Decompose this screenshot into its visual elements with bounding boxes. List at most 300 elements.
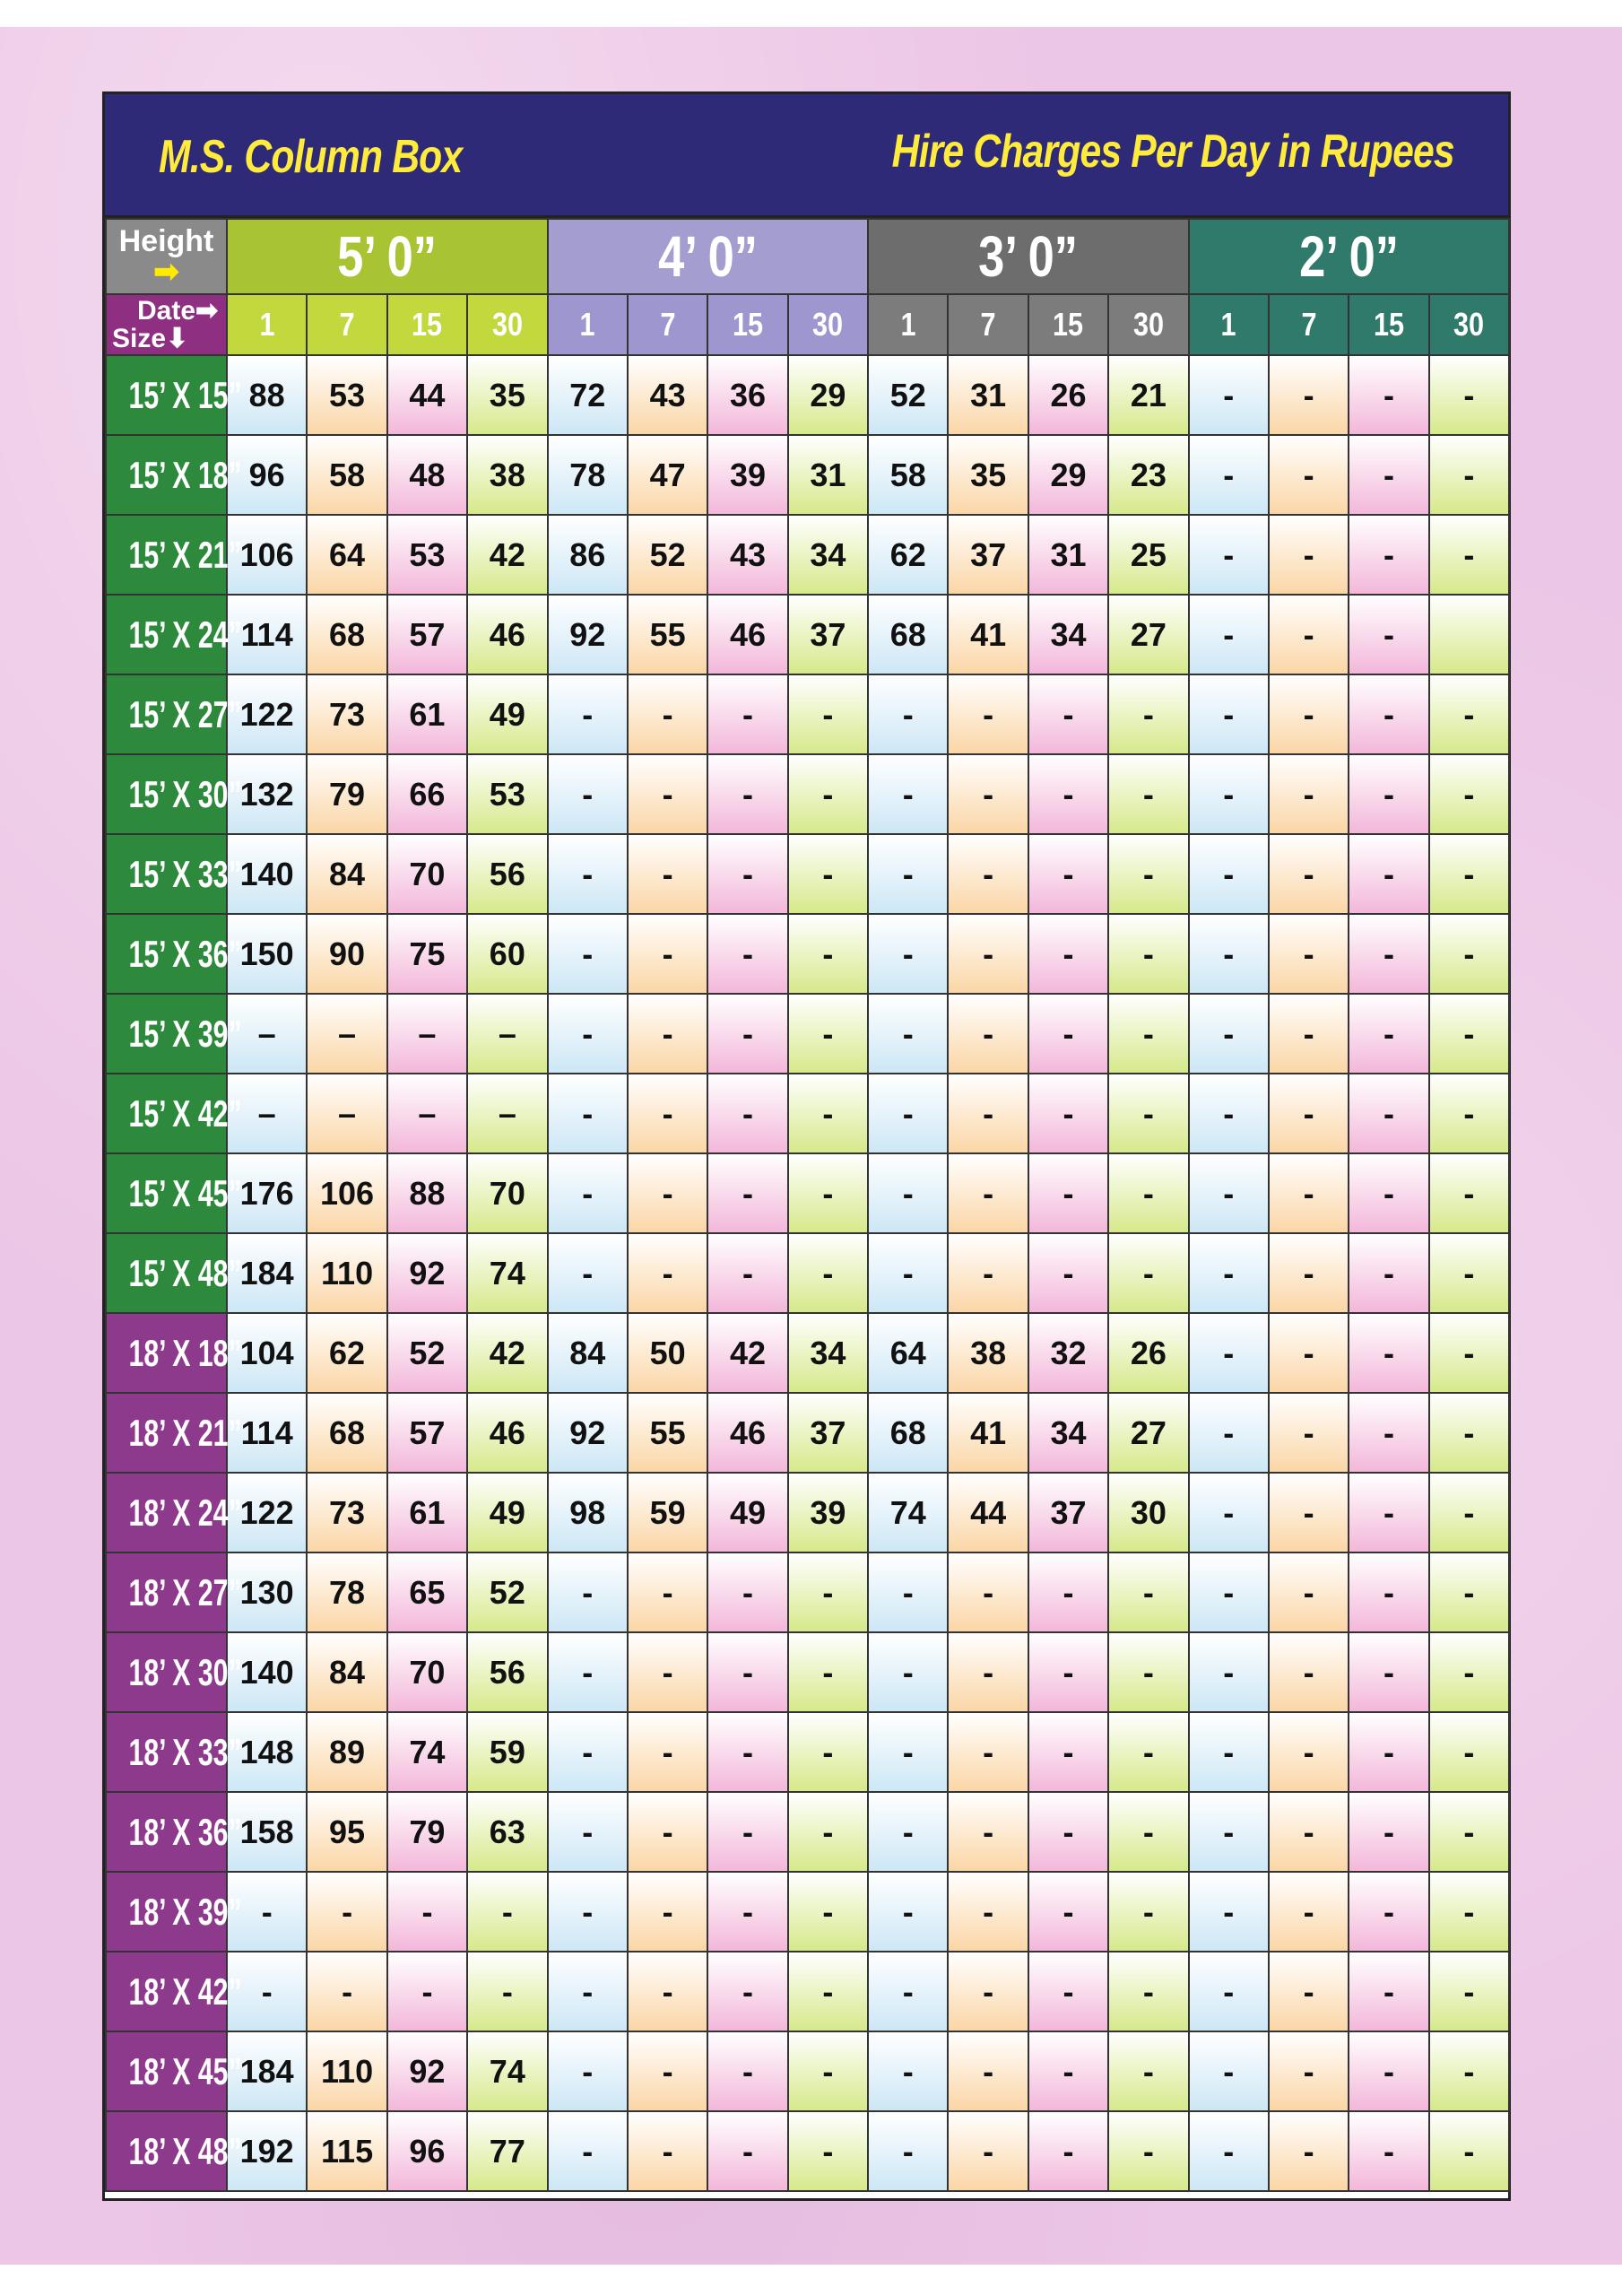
- rate-cell: -: [628, 1792, 707, 1872]
- size-label-cell: [106, 1153, 242, 1233]
- rate-cell: -: [1429, 2111, 1509, 2191]
- rate-cell: -: [1028, 754, 1108, 834]
- table-row: [106, 1393, 1509, 1473]
- rate-cell: 49: [467, 674, 547, 754]
- size-label: 18’ X 18”: [128, 1331, 242, 1374]
- rate-cell: -: [788, 1792, 868, 1872]
- rate-cell: -: [1028, 674, 1108, 754]
- table-row: [106, 2111, 1509, 2191]
- size-label-cell: [106, 1233, 242, 1313]
- days-header: 7: [1269, 294, 1349, 355]
- rate-cell: 77: [467, 2111, 547, 2191]
- rate-cell: 115: [307, 2111, 386, 2191]
- rate-cell: -: [1429, 1952, 1509, 2031]
- size-label-cell: [106, 1712, 242, 1792]
- rate-cell: 140: [227, 834, 307, 914]
- size-label: 18’ X 21”: [128, 1411, 242, 1454]
- rate-cell: 58: [868, 435, 948, 515]
- rate-cell: -: [548, 914, 628, 994]
- rate-cell: -: [1349, 1473, 1428, 1552]
- days-header: 7: [307, 294, 386, 355]
- rate-cell: -: [1349, 1313, 1428, 1393]
- size-label: 18’ X 33”: [128, 1730, 242, 1773]
- rate-cell: -: [227, 1872, 307, 1952]
- rate-cell: 184: [227, 1233, 307, 1313]
- rate-cell: -: [948, 1233, 1028, 1313]
- table-row: [106, 754, 1509, 834]
- rate-cell: -: [868, 994, 948, 1074]
- rate-cell: 68: [868, 1393, 948, 1473]
- rate-cell: -: [1349, 1393, 1428, 1473]
- table-row: [106, 1153, 1509, 1233]
- table-row: [106, 834, 1509, 914]
- rate-cell: -: [1349, 754, 1428, 834]
- rate-cell: 192: [227, 2111, 307, 2191]
- rate-cell: -: [548, 674, 628, 754]
- days-header: 15: [707, 294, 787, 355]
- rate-cell: 106: [227, 515, 307, 595]
- rate-cell: 73: [307, 1473, 386, 1552]
- rate-cell: -: [1108, 2031, 1188, 2111]
- rate-cell: -: [1429, 1872, 1509, 1952]
- rate-cell: 184: [227, 2031, 307, 2111]
- rate-cell: 110: [307, 2031, 386, 2111]
- rate-cell: -: [707, 754, 787, 834]
- rate-cell: 43: [707, 515, 787, 595]
- rate-cell: -: [1189, 1233, 1269, 1313]
- rate-cell: -: [868, 1233, 948, 1313]
- rate-cell: 38: [467, 435, 547, 515]
- rate-cell: 26: [1108, 1313, 1188, 1393]
- rate-cell: -: [548, 1792, 628, 1872]
- rate-cell: 41: [948, 595, 1028, 674]
- rate-cell: 110: [307, 1233, 386, 1313]
- rate-cell: -: [1269, 1393, 1349, 1473]
- rate-cell: 158: [227, 1792, 307, 1872]
- rate-cell: -: [628, 1552, 707, 1632]
- rate-cell: 39: [788, 1473, 868, 1552]
- rate-cell: -: [1028, 1712, 1108, 1792]
- rate-cell: -: [1189, 355, 1269, 435]
- rate-cell: -: [1108, 754, 1188, 834]
- rate-cell: -: [628, 1153, 707, 1233]
- rate-cell: -: [1269, 1552, 1349, 1632]
- size-label-cell: [106, 914, 242, 994]
- rate-cell: –: [307, 1074, 386, 1153]
- table-row: [106, 1792, 1509, 1872]
- rate-cell: -: [948, 994, 1028, 1074]
- rate-cell: -: [948, 914, 1028, 994]
- rate-cell: 37: [788, 1393, 868, 1473]
- rate-cell: -: [1189, 754, 1269, 834]
- rate-cell: -: [1189, 914, 1269, 994]
- rate-cell: -: [1028, 1074, 1108, 1153]
- rate-cell: -: [1349, 595, 1428, 674]
- rate-cell: -: [948, 674, 1028, 754]
- rate-cell: -: [628, 994, 707, 1074]
- rate-cell: -: [628, 2031, 707, 2111]
- height-group-2ft: 2’ 0”: [1189, 219, 1510, 294]
- rate-cell: 46: [707, 595, 787, 674]
- rate-cell: -: [548, 1552, 628, 1632]
- rate-cell: 92: [548, 595, 628, 674]
- rate-cell: 79: [387, 1792, 467, 1872]
- size-label: 15’ X 48”: [128, 1251, 242, 1294]
- rate-cell: -: [707, 2031, 787, 2111]
- rate-cell: 95: [307, 1792, 386, 1872]
- days-header: 1: [227, 294, 307, 355]
- rate-cell: -: [788, 1952, 868, 2031]
- rate-cell: 63: [467, 1792, 547, 1872]
- rate-cell: -: [707, 1872, 787, 1952]
- rate-cell: -: [1349, 355, 1428, 435]
- rate-cell: 37: [948, 515, 1028, 595]
- rate-cell: 35: [948, 435, 1028, 515]
- rate-cell: -: [948, 1074, 1028, 1153]
- rate-cell: -: [1349, 674, 1428, 754]
- size-label: 15’ X 33”: [128, 852, 242, 895]
- rate-cell: -: [1108, 834, 1188, 914]
- rate-cell: 53: [467, 754, 547, 834]
- size-label-cell: [106, 834, 242, 914]
- rate-cell: -: [467, 1952, 547, 2031]
- height-header-row: [106, 219, 1509, 294]
- rate-cell: 74: [868, 1473, 948, 1552]
- rate-cell: -: [868, 1632, 948, 1712]
- rate-cell: 49: [707, 1473, 787, 1552]
- rate-cell: 176: [227, 1153, 307, 1233]
- rate-cell: -: [1189, 2111, 1269, 2191]
- days-header: 1: [1189, 294, 1269, 355]
- rate-cell: 46: [467, 595, 547, 674]
- size-label: 15’ X 39”: [128, 1012, 242, 1055]
- size-label-cell: [106, 1632, 242, 1712]
- rate-cell: 74: [387, 1712, 467, 1792]
- rate-cell: 57: [387, 1393, 467, 1473]
- rate-cell: 42: [707, 1313, 787, 1393]
- rate-cell: 92: [548, 1393, 628, 1473]
- rate-cell: -: [1189, 1393, 1269, 1473]
- rate-cell: -: [548, 754, 628, 834]
- table-row: [106, 994, 1509, 1074]
- size-label-cell: [106, 994, 242, 1074]
- date-label: Date➡: [137, 295, 219, 326]
- rate-cell: 36: [707, 355, 787, 435]
- rate-cell: 86: [548, 515, 628, 595]
- rate-cell: 64: [307, 515, 386, 595]
- rate-cell: 64: [868, 1313, 948, 1393]
- size-label: 15’ X 42”: [128, 1091, 242, 1135]
- table-row: [106, 914, 1509, 994]
- rate-cell: -: [1349, 2031, 1428, 2111]
- rate-cell: 34: [788, 1313, 868, 1393]
- rate-cell: 56: [467, 834, 547, 914]
- rate-cell: -: [1349, 515, 1428, 595]
- rate-cell: -: [1189, 1074, 1269, 1153]
- rate-cell: -: [1028, 2031, 1108, 2111]
- rate-cell: -: [788, 1552, 868, 1632]
- size-label: 18’ X 39”: [128, 1890, 242, 1933]
- rate-cell: -: [548, 1952, 628, 2031]
- right-arrow-icon: ➡: [153, 255, 179, 289]
- rate-cell: –: [467, 1074, 547, 1153]
- size-label: 15’ X 21”: [128, 533, 242, 576]
- rate-cell: 52: [868, 355, 948, 435]
- table-row: [106, 1233, 1509, 1313]
- days-header: 30: [1429, 294, 1509, 355]
- rate-cell: -: [1028, 1952, 1108, 2031]
- rate-cell: 59: [467, 1712, 547, 1792]
- rate-cell: -: [707, 2111, 787, 2191]
- rate-cell: -: [1269, 595, 1349, 674]
- days-header: 30: [788, 294, 868, 355]
- rate-cell: 104: [227, 1313, 307, 1393]
- size-label-cell: [106, 1074, 242, 1153]
- rate-cell: -: [1269, 435, 1349, 515]
- rate-cell: 41: [948, 1393, 1028, 1473]
- rate-cell: -: [868, 914, 948, 994]
- table-row: [106, 1313, 1509, 1393]
- rate-cell: –: [227, 1074, 307, 1153]
- rate-cell: -: [1189, 595, 1269, 674]
- rate-cell: -: [1429, 834, 1509, 914]
- rate-cell: -: [1429, 1233, 1509, 1313]
- table-row: [106, 355, 1509, 435]
- table-row: [106, 1074, 1509, 1153]
- rate-cell: -: [1349, 1153, 1428, 1233]
- rate-cell: -: [1269, 2031, 1349, 2111]
- size-label-cell: [106, 2111, 242, 2191]
- rate-cell: -: [1429, 674, 1509, 754]
- height-header-cell: [106, 219, 227, 294]
- rate-cell: -: [868, 754, 948, 834]
- rate-cell: 26: [1028, 355, 1108, 435]
- table-row: [106, 1872, 1509, 1952]
- rate-cell: -: [1429, 355, 1509, 435]
- size-label-cell: [106, 515, 242, 595]
- rate-cell: -: [1349, 914, 1428, 994]
- rate-cell: -: [788, 1872, 868, 1952]
- rate-cell: -: [548, 1233, 628, 1313]
- rate-cell: 84: [307, 834, 386, 914]
- rate-cell: -: [1189, 674, 1269, 754]
- rate-cell: -: [1429, 914, 1509, 994]
- rate-cell: -: [1108, 1632, 1188, 1712]
- size-label: 15’ X 45”: [128, 1171, 242, 1214]
- rate-cell: -: [1269, 1872, 1349, 1952]
- size-label-cell: [106, 1473, 242, 1552]
- rate-cell: 46: [707, 1393, 787, 1473]
- rate-cell: 74: [467, 2031, 547, 2111]
- rate-cell: 55: [628, 1393, 707, 1473]
- rate-cell: -: [868, 1712, 948, 1792]
- rate-cell: -: [1189, 435, 1269, 515]
- rate-cell: -: [387, 1952, 467, 2031]
- rate-cell: -: [548, 994, 628, 1074]
- rate-cell: 53: [307, 355, 386, 435]
- rate-cell: -: [1028, 1632, 1108, 1712]
- rate-cell: 66: [387, 754, 467, 834]
- rate-cell: 46: [467, 1393, 547, 1473]
- rate-cell: -: [1028, 994, 1108, 1074]
- rate-cell: -: [1108, 1153, 1188, 1233]
- rate-cell: -: [1189, 1313, 1269, 1393]
- rate-cell: –: [467, 994, 547, 1074]
- size-label-cell: [106, 2031, 242, 2111]
- rate-cell: -: [948, 2031, 1028, 2111]
- table-row: [106, 2031, 1509, 2111]
- rate-cell: -: [1028, 1552, 1108, 1632]
- rate-cell: -: [1189, 2031, 1269, 2111]
- size-label: 18’ X 36”: [128, 1810, 242, 1853]
- rate-cell: -: [628, 1074, 707, 1153]
- rate-cell: -: [628, 834, 707, 914]
- rate-cell: 34: [1028, 595, 1108, 674]
- rate-cell: -: [387, 1872, 467, 1952]
- rate-cell: -: [868, 1552, 948, 1632]
- rate-cell: -: [548, 1712, 628, 1792]
- rate-cell: 32: [1028, 1313, 1108, 1393]
- rate-cell: 73: [307, 674, 386, 754]
- rate-cell: -: [1269, 1632, 1349, 1712]
- rate-cell: 70: [387, 1632, 467, 1712]
- rate-cell: -: [1349, 435, 1428, 515]
- height-group-3ft: 3’ 0”: [868, 219, 1189, 294]
- rate-cell: -: [1349, 1552, 1428, 1632]
- rate-cell: -: [948, 1552, 1028, 1632]
- size-label: Size⬇: [112, 324, 189, 353]
- rate-cell: 132: [227, 754, 307, 834]
- rate-cell: 55: [628, 595, 707, 674]
- rate-cell: -: [1269, 1712, 1349, 1792]
- rate-cell: -: [1189, 1473, 1269, 1552]
- rate-cell: -: [1189, 1712, 1269, 1792]
- rate-cell: -: [707, 1632, 787, 1712]
- rate-cell: -: [788, 1233, 868, 1313]
- days-header: 15: [387, 294, 467, 355]
- days-header-row: [106, 294, 1509, 355]
- rate-cell: -: [1028, 2111, 1108, 2191]
- rate-cell: 74: [467, 1233, 547, 1313]
- rate-cell: -: [707, 1074, 787, 1153]
- rate-cell: -: [1189, 834, 1269, 914]
- rate-cell: -: [1429, 1632, 1509, 1712]
- size-label-cell: [106, 1313, 242, 1393]
- size-label-cell: [106, 674, 242, 754]
- rate-cell: -: [948, 1792, 1028, 1872]
- rate-cell: -: [1429, 2031, 1509, 2111]
- rate-cell: 84: [548, 1313, 628, 1393]
- rate-cell: 62: [868, 515, 948, 595]
- rate-cell: -: [1269, 1952, 1349, 2031]
- rate-cell: 47: [628, 435, 707, 515]
- table-row: [106, 674, 1509, 754]
- rate-cell: 88: [227, 355, 307, 435]
- rate-cell: 68: [307, 595, 386, 674]
- rate-cell: 31: [1028, 515, 1108, 595]
- rate-cell: -: [707, 1233, 787, 1313]
- rate-cell: 84: [307, 1632, 386, 1712]
- rate-cell: -: [1349, 1712, 1428, 1792]
- rate-cell: 43: [628, 355, 707, 435]
- rate-cell: -: [948, 1712, 1028, 1792]
- rate-cell: -: [227, 1952, 307, 2031]
- rate-cell: 52: [467, 1552, 547, 1632]
- rate-cell: 59: [628, 1473, 707, 1552]
- rate-cell: 56: [467, 1632, 547, 1712]
- rate-cell: -: [1269, 1473, 1349, 1552]
- rate-cell: 31: [948, 355, 1028, 435]
- rate-cell: -: [1429, 754, 1509, 834]
- rate-cell: -: [788, 1074, 868, 1153]
- rate-cell: -: [707, 914, 787, 994]
- rate-cell: -: [628, 1872, 707, 1952]
- rate-cell: -: [1189, 994, 1269, 1074]
- rate-cell: -: [1429, 1393, 1509, 1473]
- rate-cell: 35: [467, 355, 547, 435]
- rate-cell: -: [868, 2031, 948, 2111]
- size-label-cell: [106, 1952, 242, 2031]
- rate-cell: -: [707, 994, 787, 1074]
- rate-cell: -: [1269, 994, 1349, 1074]
- rate-cell: -: [1269, 754, 1349, 834]
- rate-cell: -: [1108, 1952, 1188, 2031]
- rate-cell: 44: [948, 1473, 1028, 1552]
- title-banner: [105, 94, 1508, 218]
- rate-cell: 52: [628, 515, 707, 595]
- rate-cell: 148: [227, 1712, 307, 1792]
- size-label-cell: [106, 595, 242, 674]
- rate-cell: 61: [387, 674, 467, 754]
- rate-cell: -: [1349, 1952, 1428, 2031]
- size-label: 15’ X 36”: [128, 932, 242, 975]
- days-header: 30: [1108, 294, 1188, 355]
- rate-cell: -: [1349, 1792, 1428, 1872]
- rate-cell: -: [1108, 1712, 1188, 1792]
- rate-cell: -: [788, 2031, 868, 2111]
- rate-cell: -: [948, 1632, 1028, 1712]
- size-label: 18’ X 45”: [128, 2049, 242, 2092]
- rate-cell: 65: [387, 1552, 467, 1632]
- rate-cell: -: [1108, 1233, 1188, 1313]
- rate-cell: –: [307, 994, 386, 1074]
- rate-cell: 49: [467, 1473, 547, 1552]
- rate-cell: -: [548, 1632, 628, 1712]
- rate-cell: -: [1349, 994, 1428, 1074]
- rate-cell: 60: [467, 914, 547, 994]
- rate-cell: -: [1108, 1872, 1188, 1952]
- rate-cell: 31: [788, 435, 868, 515]
- rate-cell: -: [1028, 1792, 1108, 1872]
- rate-cell: -: [548, 2111, 628, 2191]
- days-header: 30: [467, 294, 547, 355]
- rate-cell: 25: [1108, 515, 1188, 595]
- rate-cell: –: [227, 994, 307, 1074]
- rate-cell: 68: [307, 1393, 386, 1473]
- size-label-cell: [106, 1552, 242, 1632]
- rate-cell: 53: [387, 515, 467, 595]
- rate-cell: –: [387, 994, 467, 1074]
- rate-cell: -: [1028, 1153, 1108, 1233]
- rate-cell: -: [1349, 1872, 1428, 1952]
- rate-cell: -: [707, 1792, 787, 1872]
- rate-cell: 70: [467, 1153, 547, 1233]
- rate-cell: 57: [387, 595, 467, 674]
- rate-cell: 122: [227, 674, 307, 754]
- rate-cell: -: [948, 1872, 1028, 1952]
- rate-cell: -: [788, 2111, 868, 2191]
- table-row: [106, 1473, 1509, 1552]
